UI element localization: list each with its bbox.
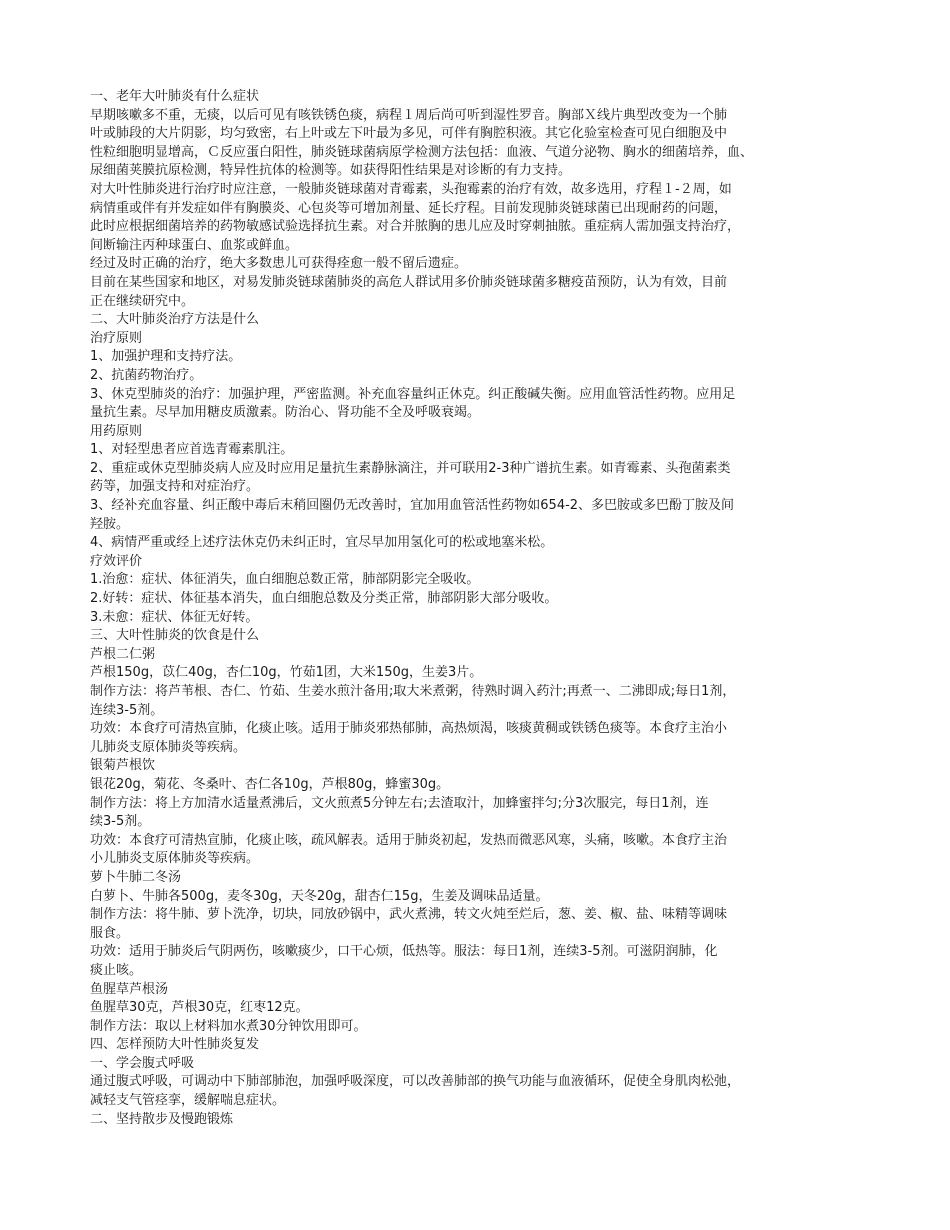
text-line: 间断输注丙种球蛋白、血浆或鲜血。	[90, 237, 299, 253]
text-line: 芦根二仁粥	[90, 646, 156, 662]
text-line: 3.未愈：症状、体征无好转。	[90, 609, 259, 625]
text-line: 四、怎样预防大叶性肺炎复发	[90, 1037, 260, 1053]
text-line: 对大叶性肺炎进行治疗时应注意，一般肺炎链球菌对青霉素，头孢霉素的治疗有效，故多选用，疗程１-２周，如	[90, 181, 732, 197]
text-line: 羟胺。	[90, 516, 130, 532]
text-line: 此时应根据细菌培养的药物敏感试验选择抗生素。对合并脓胸的患儿应及时穿刺抽脓。重症病人需加强支持治疗，	[90, 219, 741, 235]
text-line: 三、大叶性肺炎的饮食是什么	[90, 628, 260, 644]
text-line: 3、休克型肺炎的治疗：加强护理，严密监测。补充血容量纠正休克。纠正酸碱失衡。应用血管活性药物。应用足	[90, 386, 736, 402]
text-line: 二、大叶肺炎治疗方法是什么	[90, 312, 260, 328]
text-line: 减轻支气管痉挛，缓解喘息症状。	[90, 1093, 286, 1109]
text-line: 服食。	[90, 925, 130, 941]
text-line: 正在继续研究中。	[90, 293, 195, 309]
text-line: 功效：本食疗可清热宣肺，化痰止咳。适用于肺炎邪热郁肺，高热烦渴，咳痰黄稠或铁锈色痰等。本食疗主治小	[90, 721, 728, 737]
text-line: 制作方法：将牛肺、萝卜洗净，切块，同放砂锅中，武火煮沸，转文火炖至烂后，葱、姜、椒、盐、味精等调味	[90, 907, 728, 923]
text-line: 性粒细胞明显增高，Ｃ反应蛋白阳性，肺炎链球菌病原学检测方法包括：血液、气道分泌物、胸水的细菌培养，血、	[90, 144, 754, 160]
text-line: 功效：本食疗可清热宣肺，化痰止咳，疏风解表。适用于肺炎初起，发热而微恶风寒，头痛，咳嗽。本食疗主治	[90, 832, 728, 848]
text-line: 儿肺炎支原体肺炎等疾病。	[90, 739, 247, 755]
document-body	[90, 88, 870, 1129]
text-line: 2、抗菌药物治疗。	[90, 367, 203, 383]
text-line: 银菊芦根饮	[90, 758, 156, 774]
text-line: 制作方法：将芦苇根、杏仁、竹茹、生姜水煎汁备用;取大米煮粥，待熟时调入药汁;再煮一、二沸即成;每日1剂，	[90, 684, 736, 699]
text-line: 鱼腥草30克，芦根30克，红枣12克。	[90, 1000, 309, 1016]
text-line: 3、经补充血容量、纠正酸中毒后末稍回圈仍无改善时，宜加用血管活性药物如654-2、多巴胺或多巴酚丁胺及间	[90, 498, 735, 514]
text-line: 鱼腥草芦根汤	[90, 981, 169, 997]
text-line: 2、重症或休克型肺炎病人应及时应用足量抗生素静脉滴注，并可联用2-3种广谱抗生素。如青霉素、头孢菌素类	[90, 460, 731, 476]
text-line: 经过及时正确的治疗，绝大多数患儿可获得痊愈一般不留后遗症。	[90, 256, 468, 272]
text-line: 连续3-5剂。	[90, 702, 164, 718]
text-line: 小儿肺炎支原体肺炎等疾病。	[90, 851, 260, 867]
text-line: 治疗原则	[90, 330, 143, 346]
text-line: 1、对轻型患者应首选青霉素肌注。	[90, 442, 294, 458]
text-line: 芦根150g，苡仁40g，杏仁10g，竹茹1团，大米150g，生姜3片。	[90, 665, 483, 681]
text-line: 病情重或伴有并发症如伴有胸膜炎、心包炎等可增加剂量、延长疗程。目前发现肺炎链球菌已出现耐药的问题，	[90, 200, 728, 216]
text-line: 痰止咳。	[90, 962, 143, 978]
text-line: 用药原则	[90, 423, 143, 439]
text-line: 制作方法：将上方加清水适量煮沸后，文火煎煮5分钟左右;去渣取汁，加蜂蜜拌匀;分3次服完，每日1剂，连	[90, 795, 709, 811]
text-line: 萝卜牛肺二冬汤	[90, 869, 182, 885]
text-line: 制作方法：取以上材料加水煮30分钟饮用即可。	[90, 1018, 367, 1034]
text-line: 二、坚持散步及慢跑锻炼	[90, 1111, 234, 1127]
text-line: 白萝卜、牛肺各500g，麦冬30g，天冬20g，甜杏仁15g，生姜及调味品适量。	[90, 888, 549, 904]
text-line: 早期咳嗽多不重，无痰，以后可见有咳铁锈色痰，病程１周后尚可听到湿性罗音。胸部Ｘ线片典型改变为一个肺	[90, 107, 728, 123]
text-line: 一、老年大叶肺炎有什么症状	[90, 89, 260, 104]
text-line: 续3-5剂。	[90, 814, 151, 830]
text-line: 疗效评价	[90, 553, 143, 569]
text-line: 银花20g，菊花、冬桑叶、杏仁各10g，芦根80g，蜂蜜30g。	[90, 776, 450, 792]
text-line: 1.治愈：症状、体征消失，血白细胞总数正常，肺部阴影完全吸收。	[90, 572, 480, 588]
text-line: 4、病情严重或经上述疗法休克仍未纠正时，宜尽早加用氢化可的松或地塞米松。	[90, 535, 554, 551]
text-line: 量抗生素。尽早加用糖皮质激素。防治心、肾功能不全及呼吸衰竭。	[90, 405, 481, 421]
text-line: 1、加强护理和支持疗法。	[90, 349, 242, 365]
text-line: 2.好转：症状、体征基本消失，血白细胞总数及分类正常，肺部阴影大部分吸收。	[90, 591, 558, 607]
text-line: 功效：适用于肺炎后气阴两伤，咳嗽痰少，口干心烦，低热等。服法：每日1剂，连续3-5剂。可滋阴润肺，化	[90, 944, 718, 960]
text-line: 目前在某些国家和地区，对易发肺炎链球菌肺炎的高危人群试用多价肺炎链球菌多糖疫苗预防，认为有效，目前	[90, 274, 728, 290]
text-line: 药等，加强支持和对症治疗。	[90, 479, 260, 495]
text-line: 叶或肺段的大片阴影，均匀致密，右上叶或左下叶最为多见，可伴有胸腔积液。其它化验室检查可见白细胞及中	[90, 126, 728, 142]
text-line: 尿细菌荚膜抗原检测，特异性抗体的检测等。如获得阳性结果是对诊断的有力支持。	[90, 163, 572, 179]
text-line: 通过腹式呼吸，可调动中下肺部肺泡，加强呼吸深度，可以改善肺部的换气功能与血液循环，促使全身肌肉松弛，	[90, 1074, 741, 1090]
text-line: 一、学会腹式呼吸	[90, 1055, 195, 1071]
